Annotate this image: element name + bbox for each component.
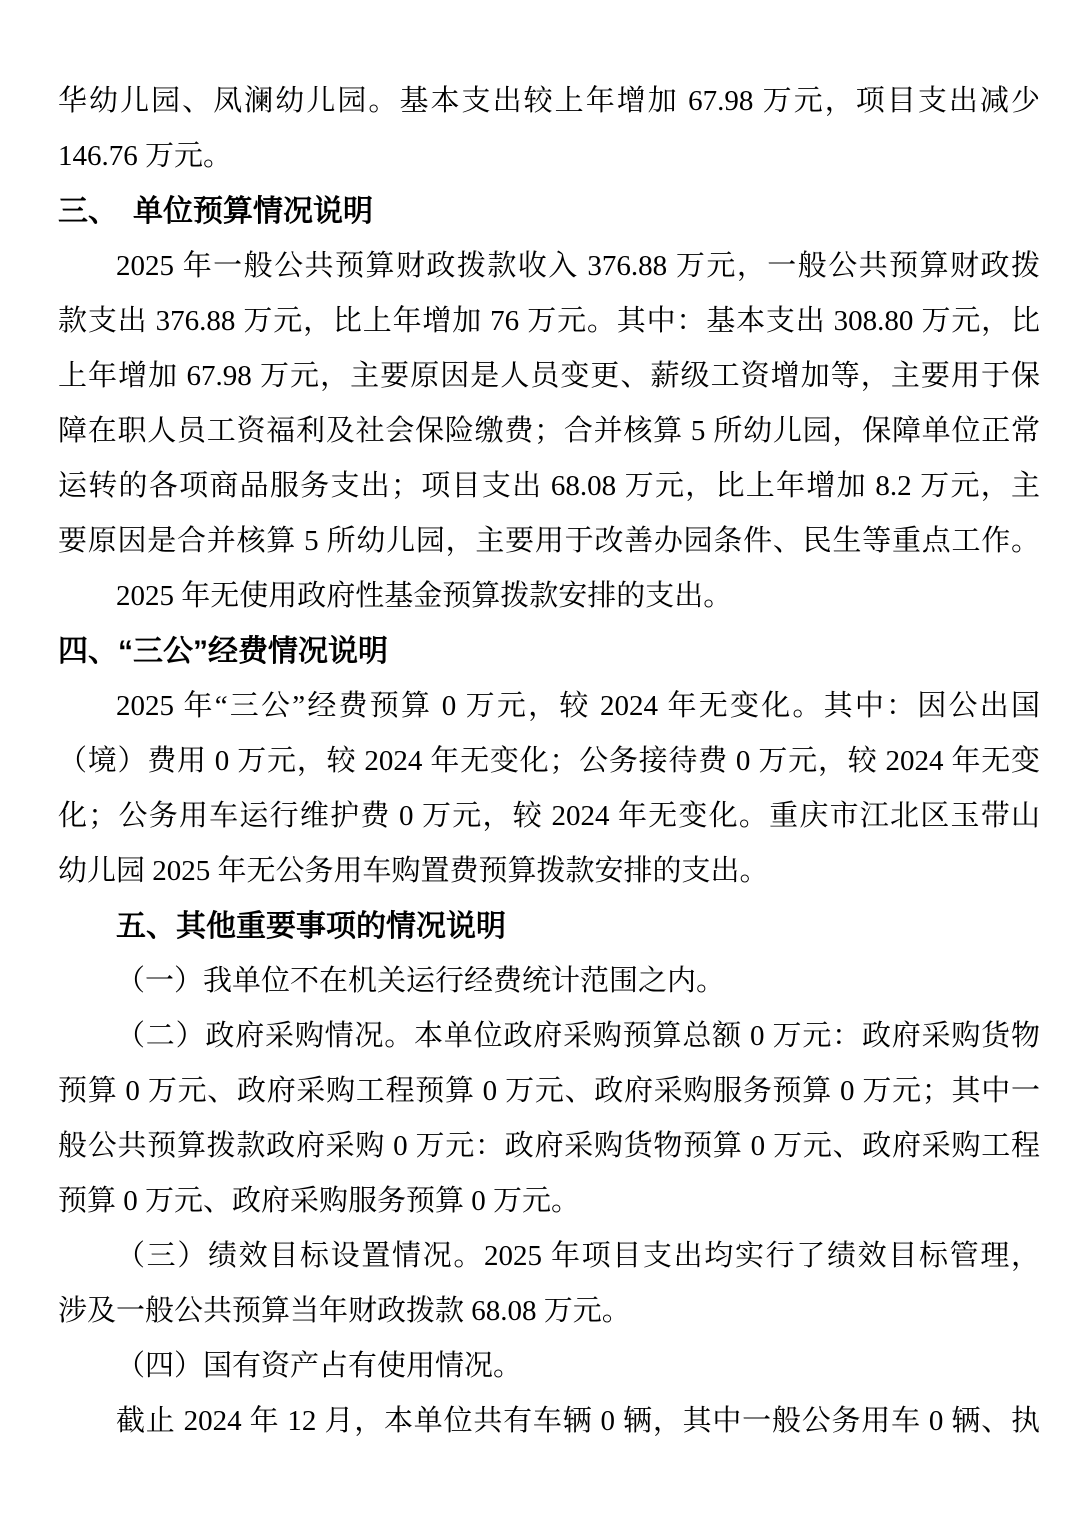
paragraph-line: 146.76 万元。	[58, 140, 233, 172]
section-heading-five: 五、其他重要事项的情况说明	[116, 910, 506, 943]
section-heading-four: 四、“三公”经费情况说明	[58, 635, 388, 668]
paragraph-line: 幼儿园 2025 年无公务用车购置费预算拨款安排的支出。	[58, 855, 769, 887]
paragraph-line: （二）政府采购情况。本单位政府采购预算总额 0 万元：政府采购货物	[116, 1020, 1040, 1052]
paragraph-line: 截止 2024 年 12 月，本单位共有车辆 0 辆，其中一般公务用车 0 辆、执	[116, 1405, 1040, 1437]
paragraph-line: （四）国有资产占有使用情况。	[116, 1350, 523, 1382]
paragraph-line: （三）绩效目标设置情况。2025 年项目支出均实行了绩效目标管理，	[116, 1240, 1040, 1272]
paragraph-line: （境）费用 0 万元，较 2024 年无变化；公务接待费 0 万元，较 2024 年无变	[58, 745, 1040, 777]
document-text-block	[58, 74, 1040, 1449]
paragraph-line: （一）我单位不在机关运行经费统计范围之内。	[116, 965, 726, 997]
section-heading-three: 三、 单位预算情况说明	[58, 195, 373, 228]
paragraph-line: 障在职人员工资福利及社会保险缴费；合并核算 5 所幼儿园，保障单位正常	[58, 415, 1040, 447]
paragraph-line: 款支出 376.88 万元，比上年增加 76 万元。其中：基本支出 308.80 万元，比	[58, 305, 1040, 337]
paragraph-line: 2025 年“三公”经费预算 0 万元，较 2024 年无变化。其中：因公出国	[116, 690, 1040, 722]
paragraph-line: 化；公务用车运行维护费 0 万元，较 2024 年无变化。重庆市江北区玉带山	[58, 800, 1040, 832]
paragraph-line: 华幼儿园、凤澜幼儿园。基本支出较上年增加 67.98 万元，项目支出减少	[58, 85, 1040, 117]
paragraph-line: 运转的各项商品服务支出；项目支出 68.08 万元，比上年增加 8.2 万元，主	[58, 470, 1040, 502]
paragraph-line: 要原因是合并核算 5 所幼儿园，主要用于改善办园条件、民生等重点工作。	[58, 525, 1040, 557]
paragraph-line: 般公共预算拨款政府采购 0 万元：政府采购货物预算 0 万元、政府采购工程	[58, 1130, 1040, 1162]
paragraph-line: 预算 0 万元、政府采购工程预算 0 万元、政府采购服务预算 0 万元；其中一	[58, 1075, 1040, 1107]
paragraph-line: 上年增加 67.98 万元，主要原因是人员变更、薪级工资增加等，主要用于保	[58, 360, 1040, 392]
paragraph-line: 涉及一般公共预算当年财政拨款 68.08 万元。	[58, 1295, 631, 1327]
paragraph-line: 预算 0 万元、政府采购服务预算 0 万元。	[58, 1185, 581, 1217]
paragraph-line: 2025 年一般公共预算财政拨款收入 376.88 万元，一般公共预算财政拨	[116, 250, 1040, 282]
paragraph-line: 2025 年无使用政府性基金预算拨款安排的支出。	[116, 580, 733, 612]
